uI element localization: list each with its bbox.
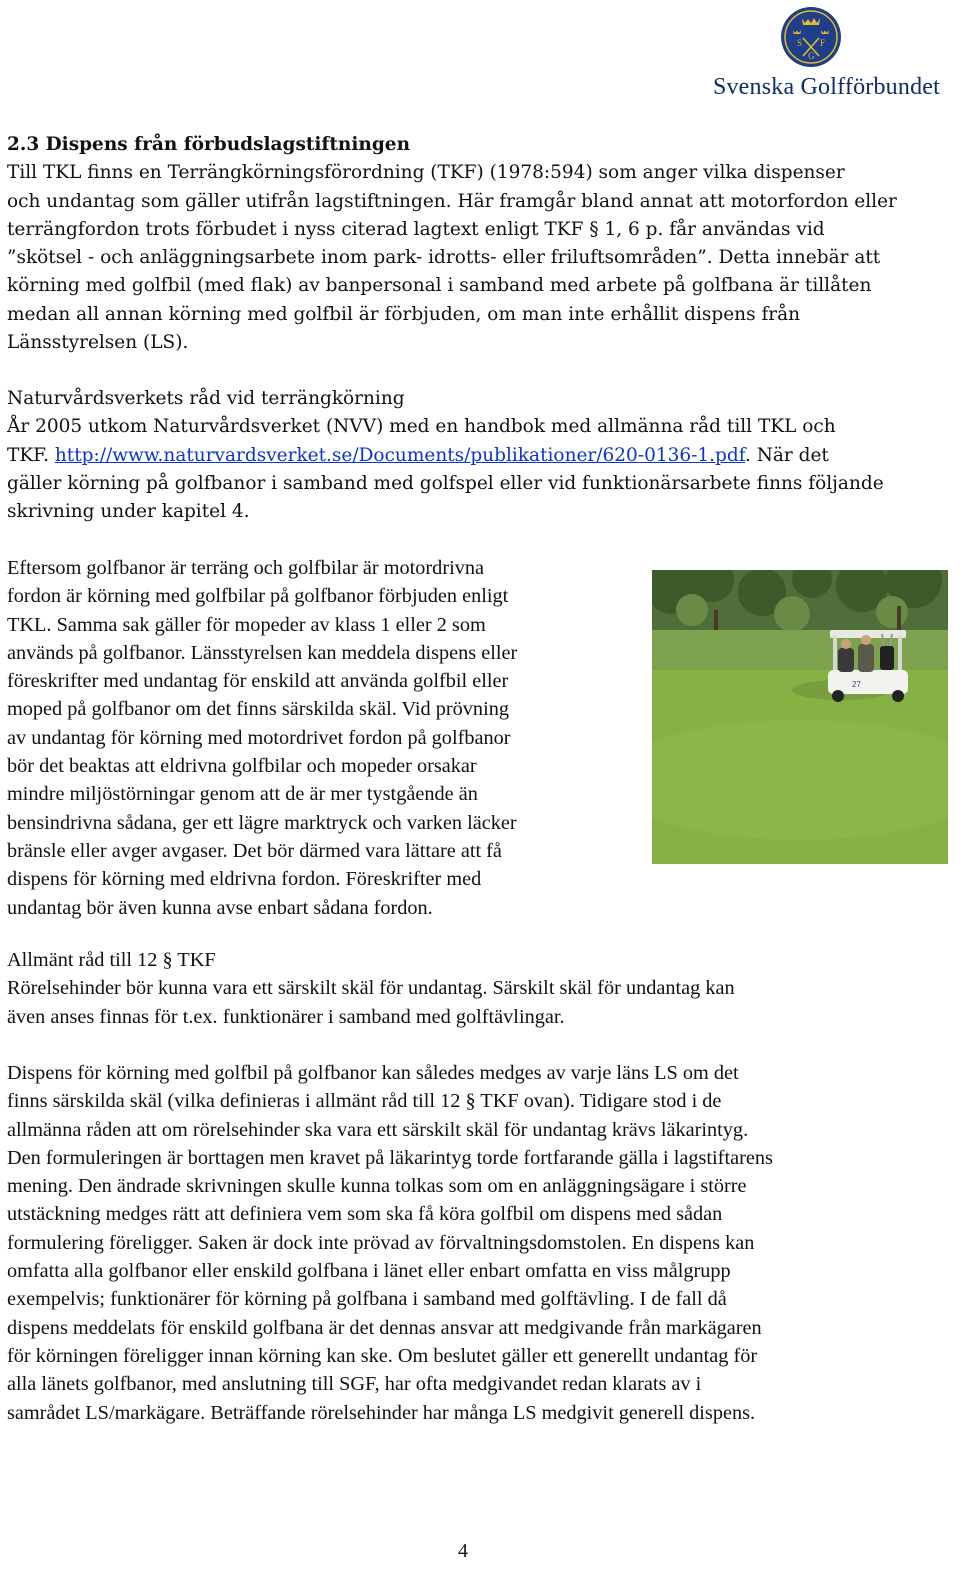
section-heading: 2.3 Dispens från förbudslagstiftningen — [7, 134, 411, 155]
paragraph-line: bensindrivna sådana, ger ett lägre marktryck och varken läcker — [7, 811, 517, 834]
paragraph-line: alla länets golfbanor, med anslutning till SGF, har ofta medgivandet redan klarats av i — [7, 1373, 702, 1396]
section-heading: Allmänt råd till 12 § TKF — [7, 949, 216, 971]
paragraph-line: mening. Den ändrade skrivningen skulle kunna tolkas som om en anläggningsägare i större — [7, 1175, 747, 1198]
section-dispens — [7, 131, 947, 357]
paragraph-line: även anses finnas för t.ex. funktionärer i samband med golftävlingar. — [7, 1005, 565, 1028]
paragraph-line: för körningen föreligger innan körning kan ske. Om beslutet gäller ett generellt undantag för — [7, 1344, 758, 1367]
section-quote — [7, 554, 642, 922]
svg-text:F: F — [820, 38, 826, 48]
paragraph-line: ”skötsel - och anläggningsarbete inom park- idrotts- eller friluftsområden”. Detta innebär att — [7, 247, 881, 269]
paragraph-line: körning med golfbil (med flak) av banpersonal i samband med arbete på golfbana är tillåten — [7, 275, 872, 297]
paragraph-line: skrivning under kapitel 4. — [7, 501, 250, 523]
cart-number: 27 — [852, 680, 861, 689]
paragraph-line: fordon är körning med golfbilar på golfbanor förbjuden enligt — [7, 585, 509, 608]
paragraph-line: formulering föreligger. Saken är dock inte prövad av förvaltningsdomstolen. En dispens kan — [7, 1231, 755, 1254]
paragraph-line: bränsle eller avger avgaser. Det bör därmed vara lättare att få — [7, 839, 502, 862]
paragraph-line: allmänna råden att om rörelsehinder ska vara ett särskilt skäl för undantag krävs läkarintyg. — [7, 1118, 749, 1141]
paragraph-line: används på golfbanor. Länsstyrelsen kan meddela dispens eller — [7, 641, 518, 664]
section-heading: Naturvårdsverkets råd vid terrängkörning — [7, 388, 405, 409]
paragraph-line: gäller körning på golfbanor i samband med golfspel eller vid funktionärsarbete finns följande — [7, 472, 884, 494]
paragraph-line: Dispens för körning med golfbil på golfbanor kan således medges av varje läns LS om det — [7, 1062, 739, 1084]
paragraph-line: År 2005 utkom Naturvårdsverket (NVV) med en handbok med allmänna råd till TKL och — [7, 416, 836, 438]
paragraph-line: medan all annan körning med golfbil är förbjuden, om man inte erhållit dispens från — [7, 303, 801, 325]
paragraph-line: TKL. Samma sak gäller för mopeder av klass 1 eller 2 som — [7, 613, 486, 636]
golf-cart-photo — [652, 570, 948, 864]
section-allmant-rad — [7, 946, 947, 1031]
paragraph-line: och undantag som gäller utifrån lagstiftningen. Här framgår bland annat att motorfordon eller — [7, 190, 897, 212]
paragraph-line: föreskrifter med undantag för enskild att använda golfbil eller — [7, 670, 509, 693]
paragraph-line: dispens för körning med eldrivna fordon. Föreskrifter med — [7, 868, 482, 891]
link-suffix: . När det — [744, 444, 829, 466]
section-dispens-golfbil — [7, 1059, 947, 1427]
paragraph-line: bör det beaktas att eldrivna golfbilar och mopeder orsakar — [7, 755, 477, 778]
paragraph-line: Eftersom golfbanor är terräng och golfbilar är motordrivna — [7, 557, 484, 579]
nvv-handbook-link[interactable]: http://www.naturvardsverket.se/Documents/publikationer/620-0136-1.pdf — [54, 444, 745, 466]
paragraph-line: av undantag för körning med motordrivet fordon på golfbanor — [7, 726, 511, 749]
paragraph-line: Rörelsehinder bör kunna vara ett särskilt skäl för undantag. Särskilt skäl för undantag kan — [7, 977, 735, 1000]
paragraph-line: dispens meddelats för enskild golfbana är det dennas ansvar att medgivande från markägaren — [7, 1316, 762, 1339]
paragraph-line: Länsstyrelsen (LS). — [7, 332, 189, 354]
sgf-seal-icon — [780, 4, 842, 70]
paragraph-line: samrådet LS/markägare. Beträffande rörelsehinder har många LS medgivit generell dispens. — [7, 1401, 756, 1424]
golf-cart-illustration — [652, 570, 948, 864]
paragraph-line: moped på golfbanor om det finns särskilda skäl. Vid prövning — [7, 698, 509, 721]
paragraph-line: terrängfordon trots förbudet i nyss citerad lagtext enligt TKF § 1, 6 p. får användas vid — [7, 218, 825, 240]
sgf-logo — [675, 4, 940, 100]
paragraph-line: Till TKL finns en Terrängkörningsförordning (TKF) (1978:594) som anger vilka dispenser — [7, 162, 845, 184]
paragraph-line: finns särskilda skäl (vilka definieras i allmänt råd till 12 § TKF ovan). Tidigare stod i de — [7, 1090, 722, 1113]
logo-wordmark: Svenska Golfförbundet — [712, 74, 940, 100]
page-number: 4 — [458, 1540, 468, 1562]
link-prefix: TKF. — [7, 444, 55, 466]
paragraph-line: undantag bör även kunna avse enbart sådana fordon. — [7, 896, 433, 919]
svg-text:G: G — [808, 51, 815, 61]
svg-text:S: S — [797, 38, 803, 48]
paragraph-line-with-link — [7, 442, 947, 470]
paragraph-line: utstäckning medges rätt att definiera vem som ska få köra golfbil om dispens med sådan — [7, 1203, 723, 1226]
paragraph-line: exempelvis; funktionärer för körning på golfbana i samband med golftävling. I de fall då — [7, 1288, 727, 1311]
paragraph-line: Den formuleringen är borttagen men kravet på läkarintyg torde fortfarande gälla i lagstiftarens — [7, 1146, 773, 1169]
paragraph-line: omfatta alla golfbanor eller enskild golfbana i länet eller enbart omfatta en viss målgrupp — [7, 1260, 731, 1283]
paragraph-line: mindre miljöstörningar genom att de är mer tystgående än — [7, 783, 478, 806]
section-naturvardsverket — [7, 385, 947, 526]
